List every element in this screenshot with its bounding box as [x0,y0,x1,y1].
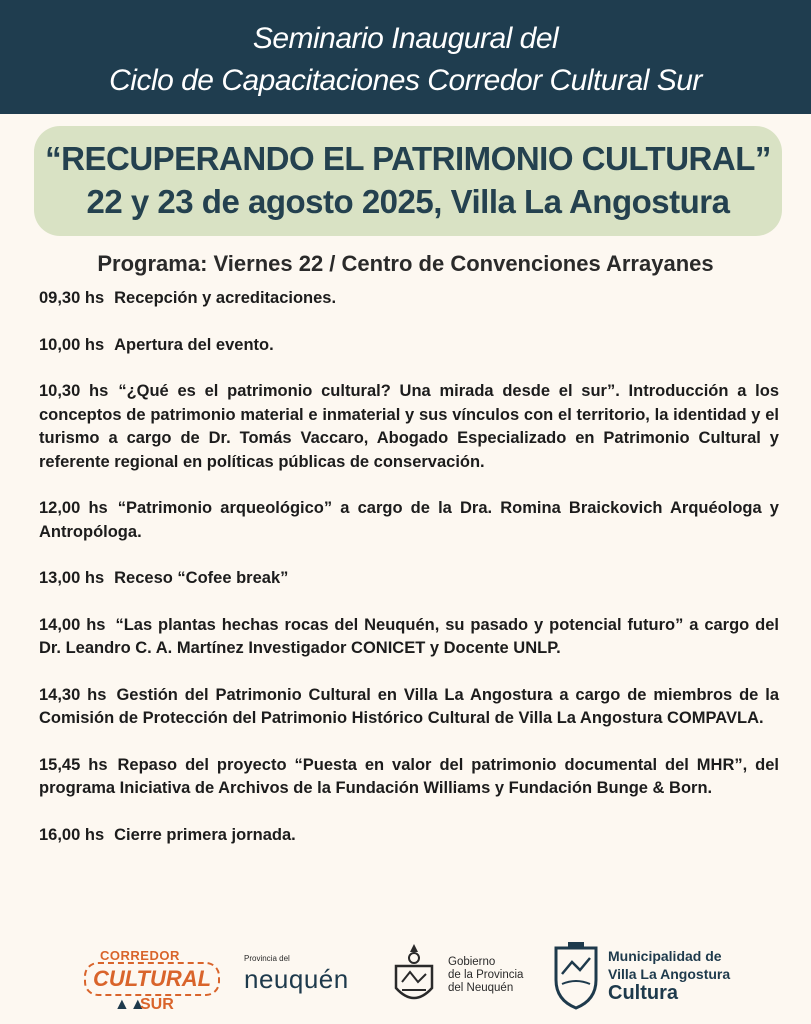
entry-text: Receso “Cofee break” [114,569,289,587]
logo-municipalidad-line-2: Villa La Angostura [608,966,731,982]
event-date-place: 22 y 23 de agosto 2025, Villa La Angostura [86,183,730,220]
entry-time: 15,45 hs [39,755,108,774]
schedule-entry [39,334,779,358]
entry-time: 13,00 hs [39,569,105,587]
schedule-entry [39,287,779,311]
schedule-entry [39,754,779,801]
program-heading: Programa: Viernes 22 / Centro de Convenciones Arrayanes [97,251,714,276]
logo-municipalidad-line-1: Municipalidad de [608,948,722,964]
logo-municipalidad-line-3: Cultura [608,982,678,1004]
header [0,0,811,114]
logo-gobierno-line-2: de la Provincia [448,969,524,981]
entry-text: “Las plantas hechas rocas del Neuquén, su pasado y potencial futuro” a cargo del Dr. Leandro C. A. Martínez Investigador CONICET y Docente UNLP. [39,615,779,657]
entry-text: Gestión del Patrimonio Cultural en Villa La Angostura a cargo de miembros de la Comisión de Protección del Patrimonio Histórico Cultural de Villa La Angostura COMPAVLA. [39,685,779,727]
schedule-entry [39,614,779,661]
logo-corredor-word: CORREDOR [100,948,180,963]
corredor-cultural-sur-logo [82,936,218,1016]
schedule-entry [39,497,779,544]
header-line-1: Seminario Inaugural del [252,22,559,55]
entry-text: Recepción y acreditaciones. [114,289,337,307]
logo-neuquen-caption: Provincia del [244,954,290,963]
title-banner [34,126,782,236]
logo-neuquen-word: neuquén [244,964,349,994]
schedule-entry [39,684,779,731]
header-line-2: Ciclo de Capacitaciones Corredor Cultural Sur [109,64,702,97]
logo-gobierno-text [448,956,523,995]
entry-time: 10,30 hs [39,382,109,400]
entry-text: Apertura del evento. [114,335,274,354]
entry-time: 14,30 hs [39,685,107,704]
entry-text: Cierre primera jornada. [114,825,296,844]
entry-time: 12,00 hs [39,499,108,517]
entry-text: “¿Qué es el patrimonio cultural? Una mirada desde el sur”. Introducción a los conceptos de patrimonio material e inmaterial y sus vínculos con el territorio, la identidad y el turismo a cargo de Dr. Tomás Vaccaro, Abogado Especializado en Patrimonio Cultural y referente regional en políticas públicas de conservación. [39,382,779,471]
entry-time: 16,00 hs [39,825,105,844]
schedule-entry [39,824,779,848]
schedule-entry [39,567,779,591]
sponsor-logos [0,930,811,1024]
entry-time: 09,30 hs [39,289,105,307]
schedule-entry [39,380,779,474]
entry-time: 10,00 hs [39,335,105,354]
logo-cultural-word: CULTURAL [84,962,220,996]
municipal-shield-icon [550,940,602,1010]
schedule-list [39,287,779,870]
provincia-neuquen-logo [244,954,368,998]
gobierno-neuquen-logo [388,942,528,1012]
entry-time: 14,00 hs [39,615,106,634]
entry-text: Repaso del proyecto “Puesta en valor del patrimonio documental del MHR”, del programa Iniciativa de Archivos de la Fundación Williams y Fundación Bunge & Born. [39,755,779,797]
tree-icon: ▲▲ [114,996,146,1013]
provincial-seal-icon [388,942,440,1010]
logo-sur-word: SUR [140,996,174,1013]
municipalidad-logo [550,940,750,1014]
logo-gobierno-line-1: Gobierno [448,956,496,968]
entry-text: “Patrimonio arqueológico” a cargo de la Dra. Romina Braickovich Arquéologa y Antropóloga. [39,499,779,541]
event-title: “RECUPERANDO EL PATRIMONIO CULTURAL” [45,140,771,177]
logo-gobierno-line-3: del Neuquén [448,982,514,994]
